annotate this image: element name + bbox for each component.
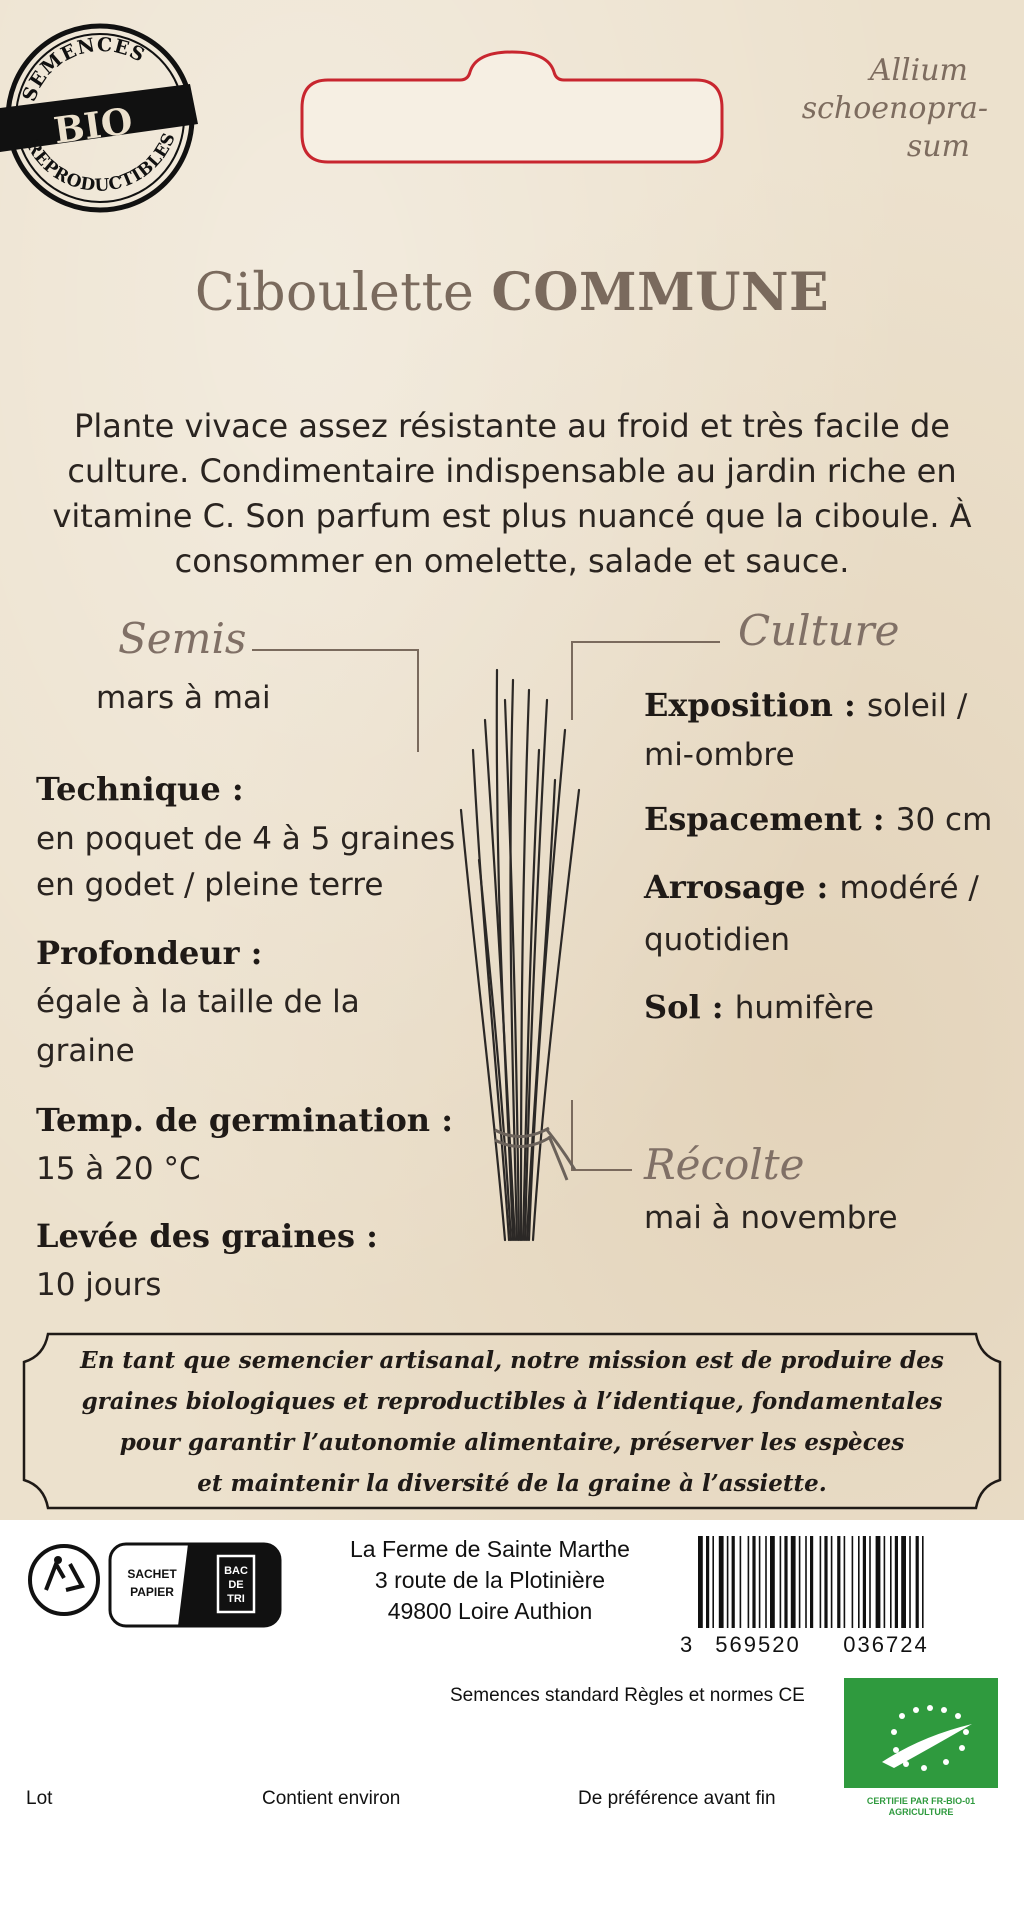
barcode-bar [852, 1536, 854, 1628]
arrosage-label: Arrosage : [644, 868, 829, 906]
levee-label: Levée des graines : [36, 1217, 378, 1255]
barcode-bar [916, 1536, 919, 1628]
barcode-bar [909, 1536, 911, 1628]
barcode-bar [810, 1536, 813, 1628]
barcode-bar [824, 1536, 827, 1628]
barcode [676, 1532, 980, 1656]
chive-bundle-illustration [455, 660, 585, 1250]
barcode-bar [759, 1536, 761, 1628]
exposition-value: soleil / [867, 688, 968, 724]
sol-label: Sol : [644, 988, 724, 1026]
mission-line4: et maintenir la diversité de la graine à l’assiette. [197, 1470, 827, 1497]
barcode-bar [901, 1536, 906, 1628]
seed-standard: Semences standard Règles et normes CE [450, 1685, 805, 1706]
exposition-row [644, 686, 967, 724]
levee-value: 10 jours [36, 1267, 162, 1303]
bac-line2: DE [228, 1579, 244, 1591]
semis-heading: Semis [118, 614, 247, 663]
bac-line1: BAC [224, 1565, 248, 1577]
eu-caption-line2: AGRICULTURE [888, 1807, 954, 1817]
mission-line1: En tant que semencier artisanal, notre mission est de produire des [80, 1347, 944, 1374]
arrosage-row [644, 868, 979, 906]
barcode-first-digit: 3 [680, 1632, 693, 1656]
lot-label: Lot [26, 1788, 53, 1809]
product-description: Plante vivace assez résistante au froid et très facile de culture. Condimentaire indispensable au jardin riche en vitamine C. Son parfum est plus nuancé que la ciboule. À consommer en omelette, salade et sauce. [52, 407, 972, 580]
barcode-bar [895, 1536, 898, 1628]
germination-label: Temp. de germination : [36, 1101, 453, 1139]
barcode-group2: 036724 [843, 1632, 929, 1656]
barcode-bar [719, 1536, 724, 1628]
barcode-bar [831, 1536, 833, 1628]
sorting-info-badge [108, 1542, 282, 1628]
title-cultivar: COMMUNE [491, 262, 830, 323]
germination-value: 15 à 20 °C [36, 1151, 201, 1187]
arrosage-value: modéré / [839, 870, 979, 906]
recolte-value: mai à novembre [644, 1200, 898, 1236]
barcode-bar [791, 1536, 796, 1628]
barcode-bar [837, 1536, 840, 1628]
latin-name-line2: schoenopra- [801, 91, 988, 126]
stamp-bio-text: BIO [51, 99, 136, 153]
barcode-bar [740, 1536, 742, 1628]
barcode-bar [780, 1536, 782, 1628]
sachet-line2: PAPIER [130, 1585, 174, 1599]
bac-line3: TRI [227, 1593, 245, 1605]
producer-address [300, 1534, 680, 1627]
barcode-bar [858, 1536, 860, 1628]
barcode-bar [820, 1536, 822, 1628]
culture-heading: Culture [738, 606, 900, 655]
barcode-bar [727, 1536, 729, 1628]
barcode-bar [748, 1536, 750, 1628]
profondeur-line1: égale à la taille de la [36, 984, 360, 1020]
stamp-top-text: SEMENCES [18, 33, 149, 105]
barcode-bar [784, 1536, 787, 1628]
barcode-bar [765, 1536, 767, 1628]
eu-caption-line1: CERTIFIE PAR FR-BIO-01 [866, 1796, 976, 1806]
exposition-value-line2: mi-ombre [644, 737, 795, 773]
barcode-bar [890, 1536, 892, 1628]
mission-statement [70, 1340, 954, 1504]
barcode-bar [752, 1536, 755, 1628]
espacement-row [644, 800, 992, 838]
barcode-bar [863, 1536, 866, 1628]
barcode-group1: 569520 [715, 1632, 801, 1656]
profondeur-label: Profondeur : [36, 934, 263, 972]
barcode-bar [732, 1536, 735, 1628]
barcode-bar [844, 1536, 846, 1628]
sol-value: humifère [734, 990, 874, 1026]
latin-name [744, 52, 994, 166]
address-line3: 49800 Loire Authion [387, 1598, 593, 1624]
barcode-bar [869, 1536, 871, 1628]
technique-line2: en godet / pleine terre [36, 867, 384, 903]
barcode-bar [706, 1536, 709, 1628]
barcode-bar [712, 1536, 714, 1628]
exposition-label: Exposition : [644, 686, 856, 724]
sol-row [644, 988, 874, 1026]
eu-organic-logo [842, 1676, 1000, 1818]
barcode-bar [922, 1536, 924, 1628]
contient-label: Contient environ [262, 1788, 401, 1809]
espacement-label: Espacement : [644, 800, 885, 838]
profondeur-line2: graine [36, 1033, 135, 1069]
triman-recycling-icon [26, 1542, 102, 1618]
label-window [298, 50, 726, 166]
technique-line1: en poquet de 4 à 5 graines [36, 821, 456, 857]
bio-seeds-stamp [0, 14, 200, 214]
mission-line3: pour garantir l’autonomie alimentaire, préserver les espèces [119, 1429, 905, 1456]
technique-label: Technique : [36, 770, 244, 808]
address-line1: La Ferme de Sainte Marthe [350, 1536, 630, 1562]
arrosage-value-line2: quotidien [644, 922, 791, 958]
product-title [0, 262, 1024, 323]
recolte-heading: Récolte [644, 1140, 805, 1189]
barcode-bar [884, 1536, 886, 1628]
address-line2: 3 route de la Plotinière [374, 1567, 606, 1593]
latin-name-line3: sum [906, 129, 970, 164]
espacement-value: 30 cm [895, 802, 993, 838]
mission-line2: graines biologiques et reproductibles à l’identique, fondamentales [81, 1388, 943, 1415]
sachet-line1: SACHET [127, 1567, 177, 1581]
barcode-bar [770, 1536, 775, 1628]
latin-name-line1: Allium [869, 53, 968, 88]
preference-label: De préférence avant fin [578, 1788, 776, 1809]
barcode-bar [876, 1536, 881, 1628]
barcode-bar [799, 1536, 801, 1628]
stamp-bottom-text: REPRODUCTIBLES [21, 129, 180, 196]
semis-value: mars à mai [96, 680, 271, 716]
barcode-bar [698, 1536, 703, 1628]
barcode-bar [805, 1536, 807, 1628]
title-variety: Ciboulette [194, 263, 475, 323]
